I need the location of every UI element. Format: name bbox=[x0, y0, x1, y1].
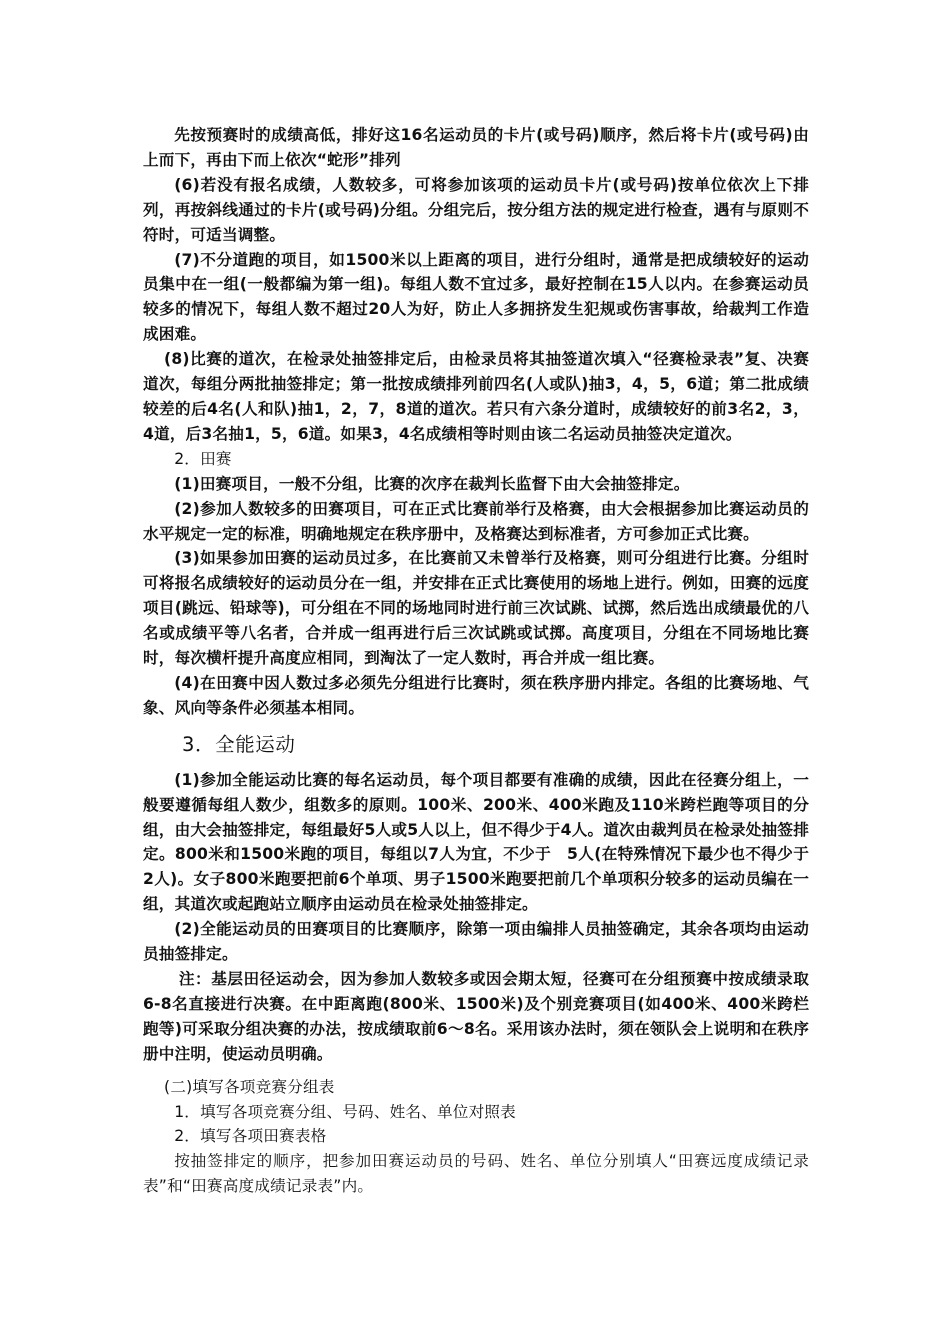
paragraph-field-1: (1)田赛项目，一般不分组，比赛的次序在裁判长监督下由大会抽签排定。 bbox=[174, 474, 690, 493]
paragraph-item-8: (8)比赛的道次，在检录处抽签排定后，由检录员将其抽签道次填入“径赛检录表”复、决赛道次，每组分两批抽签排定；第一批按成绩排列前四名(人或队)抽3，4，5，6道；第二批成绩较差的后4名(人和队)抽1，2，7，8道的道次。若只有六条分道时，成绩较好的前3名2，3，4道，后3名抽1，5，6道。如果3，4名成绩相等时则由该二名运动员抽签决定道次。 bbox=[143, 350, 809, 443]
section-heading-field-events: 2．田赛 bbox=[174, 449, 232, 468]
section-heading-combined-events: 3．全能运动 bbox=[182, 732, 296, 756]
section-heading-grouping-table: (二)填写各项竞赛分组表 bbox=[164, 1077, 335, 1096]
paragraph-fill-table-1: 1．填写各项竞赛分组、号码、姓名、单位对照表 bbox=[174, 1102, 516, 1121]
paragraph-combined-2: (2)全能运动员的田赛项目的比赛顺序，除第一项由编排人员抽签确定，其余各项均由运动员抽签排定。 bbox=[143, 920, 809, 964]
paragraph-note: 注：基层田径运动会，因为参加人数较多或因会期太短，径赛可在分组预赛中按成绩录取6-8名直接进行决赛。在中距离跑(800米、1500米)及个别竞赛项目(如400米、400米跨栏跑等)可采取分组决赛的办法，按成绩取前6～8名。采用该办法时，须在领队会上说明和在秩序册中注明，使运动员明确。 bbox=[143, 970, 809, 1063]
paragraph-combined-1: (1)参加全能运动比赛的每名运动员，每个项目都要有准确的成绩，因此在径赛分组上，一般要遵循每组人数少，组数多的原则。100米、200米、400米跑及110米跨栏跑等项目的分组，由大会抽签排定，每组最好5人或5人以上，但不得少于4人。道次由裁判员在检录处抽签排定。800米和1500米跑的项目，每组以7人为宜，不少于 5人(在特殊情况下最少也不得少于2人)。女子800米跑要把前6个单项、男子1500米跑要把前几个单项积分较多的运动员编在一组，其道次或起跑站立顺序由运动员在检录处抽签排定。 bbox=[143, 770, 809, 914]
paragraph-field-4: (4)在田赛中因人数过多必须先分组进行比赛时，须在秩序册内排定。各组的比赛场地、气象、风向等条件必须基本相同。 bbox=[143, 673, 809, 717]
paragraph-item-6: (6)若没有报名成绩，人数较多，可将参加该项的运动员卡片(或号码)按单位依次上下排列，再按斜线通过的卡片(或号码)分组。分组完后，按分组方法的规定进行检查，遇有与原则不符时，可适当调整。 bbox=[143, 175, 809, 244]
paragraph-fill-instructions: 按抽签排定的顺序，把参加田赛运动员的号码、姓名、单位分别填人“田赛远度成绩记录表”和“田赛高度成绩记录表”内。 bbox=[143, 1152, 809, 1196]
paragraph-fill-table-2: 2．填写各项田赛表格 bbox=[174, 1127, 327, 1146]
paragraph-field-2: (2)参加人数较多的田赛项目，可在正式比赛前举行及格赛，由大会根据参加比赛运动员的水平规定一定的标准，明确地规定在秩序册中，及格赛达到标准者，方可参加正式比赛。 bbox=[143, 499, 809, 543]
document-body bbox=[143, 123, 809, 1199]
paragraph-snake-order: 先按预赛时的成绩高低，排好这16名运动员的卡片(或号码)顺序，然后将卡片(或号码)由上而下，再由下而上依次“蛇形”排列 bbox=[143, 126, 809, 169]
paragraph-field-3: (3)如果参加田赛的运动员过多，在比赛前又未曾举行及格赛，则可分组进行比赛。分组时可将报名成绩较好的运动员分在一组，并安排在正式比赛使用的场地上进行。例如，田赛的远度项目(跳远、铅球等)，可分组在不同的场地同时进行前三次试跳、试掷，然后选出成绩最优的八名或成绩平等八名者，合并成一组再进行后三次试跳或试掷。高度项目，分组在不同场地比赛时，每次横杆提升高度应相同，到淘汰了一定人数时，再合并成一组比赛。 bbox=[143, 549, 809, 668]
paragraph-item-7: (7)不分道跑的项目，如1500米以上距离的项目，进行分组时，通常是把成绩较好的运动员集中在一组(一般都编为第一组)。每组人数不宜过多，最好控制在15人以内。在参赛运动员较多的情况下，每组人数不超过20人为好，防止人多拥挤发生犯规或伤害事故，给裁判工作造成困难。 bbox=[143, 250, 809, 344]
